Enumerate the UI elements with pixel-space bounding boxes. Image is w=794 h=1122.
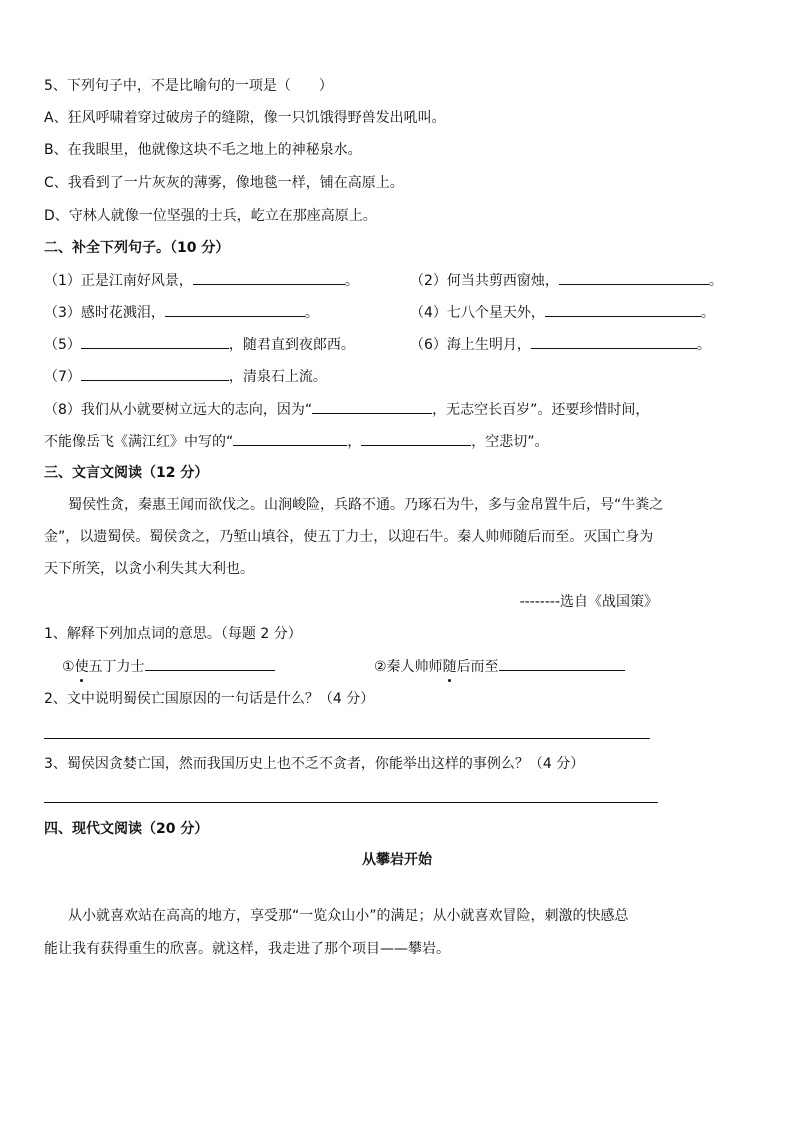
fill-item-1-text: （1）正是江南好风景，	[44, 273, 193, 289]
option-b: B、在我眼里，他就像这块不毛之地上的神秘泉水。	[44, 142, 362, 158]
option-d: D、守林人就像一位坚强的士兵，屹立在那座高原上。	[44, 208, 377, 224]
answer-blank[interactable]	[81, 366, 229, 381]
section-2-title: 二、补全下列句子。（10 分）	[44, 240, 230, 256]
answer-blank[interactable]	[312, 399, 432, 414]
period: 。	[304, 305, 319, 321]
answer-blank[interactable]	[145, 656, 275, 671]
fill-item-8-text-2: 不能像岳飞《满江红》中写的“	[44, 434, 234, 450]
article-paragraph-line-2: 能让我有获得重生的欣喜。就这样，我走进了那个项目——攀岩。	[44, 941, 450, 957]
fill-item-2	[410, 270, 723, 291]
answer-blank[interactable]	[81, 334, 229, 349]
option-c: C、我看到了一片灰灰的薄雾，像地毯一样，铺在高原上。	[44, 175, 404, 191]
classical-passage-line-2: 金”，以遗蜀侯。蜀侯贪之，乃堑山填谷，使五丁力士，以迎石牛。秦人帅师随后而至。灭国亡身为	[44, 529, 654, 545]
circled-number-1: ①	[62, 659, 75, 675]
answer-line[interactable]	[44, 802, 658, 803]
fill-item-2-text: （2）何当共剪西窗烛，	[410, 273, 559, 289]
classical-passage-line-3: 天下所笑，以贪小利失其大利也。	[44, 561, 254, 577]
question-3-1: 1、解释下列加点词的意思。（每题 2 分）	[44, 626, 302, 642]
answer-blank[interactable]	[499, 656, 625, 671]
period: 。	[696, 337, 711, 353]
dotted-word: 使	[74, 659, 89, 675]
answer-blank[interactable]	[531, 334, 697, 349]
fill-item-8-text-cont: ，无志空长百岁”。还要珍惜时间，	[432, 402, 650, 418]
fill-item-3-text: （3）感时花溅泪，	[44, 305, 165, 321]
fill-item-8-text-3: ，空悲切”。	[471, 434, 549, 450]
dotted-word: 随	[442, 659, 457, 675]
question-3-1-b-text-cont: 后而至	[456, 659, 499, 675]
answer-blank[interactable]	[361, 431, 471, 446]
question-5-stem: 5、下列句子中，不是比喻句的一项是（ ）	[44, 78, 333, 94]
article-paragraph-line-1: 从小就喜欢站在高高的地方，享受那“一览众山小”的满足；从小就喜欢冒险，刺激的快感总	[68, 908, 629, 924]
article-title: 从攀岩开始	[362, 852, 432, 868]
fill-item-7	[44, 366, 327, 387]
section-4-title: 四、现代文阅读（20 分）	[44, 821, 209, 837]
fill-item-7-text: ，清泉石上流。	[228, 369, 327, 385]
answer-blank[interactable]	[233, 431, 347, 446]
section-3-title: 三、文言文阅读（12 分）	[44, 465, 209, 481]
question-3-1-a-text: 五丁力士	[88, 659, 145, 675]
passage-source: --------选自《战国策》	[519, 594, 658, 610]
fill-item-3	[44, 302, 319, 323]
fill-item-8-text: （8）我们从小就要树立远大的志向，因为“	[44, 402, 313, 418]
fill-item-8-line-2	[44, 431, 549, 452]
answer-line[interactable]	[44, 738, 650, 739]
answer-blank[interactable]	[559, 270, 709, 285]
fill-item-7-number: （7）	[44, 369, 81, 385]
question-3-1-b	[374, 656, 625, 677]
fill-item-1	[44, 270, 359, 291]
question-3-1-a	[62, 656, 275, 677]
fill-item-8-line-1	[44, 399, 649, 420]
fill-item-5	[44, 334, 355, 355]
option-a: A、狂风呼啸着穿过破房子的缝隙，像一只饥饿得野兽发出吼叫。	[44, 110, 446, 126]
question-3-3: 3、蜀侯因贪婪亡国，然而我国历史上也不乏不贪者，你能举出这样的事例么？（4 分）	[44, 756, 585, 772]
period: 。	[708, 273, 723, 289]
question-3-2: 2、文中说明蜀侯亡国原因的一句话是什么？（4 分）	[44, 691, 375, 707]
answer-blank[interactable]	[165, 302, 305, 317]
answer-blank[interactable]	[193, 270, 345, 285]
fill-item-5-number: （5）	[44, 337, 81, 353]
question-3-1-b-text: ②秦人帅师	[374, 659, 443, 675]
fill-item-4-text: （4）七八个星天外，	[410, 305, 545, 321]
period: 。	[700, 305, 715, 321]
comma: ，	[347, 434, 362, 450]
fill-item-4	[410, 302, 715, 323]
answer-blank[interactable]	[545, 302, 701, 317]
period: 。	[344, 273, 359, 289]
classical-passage-line-1: 蜀侯性贪，秦惠王闻而欲伐之。山涧峻险，兵路不通。乃琢石为牛，多与金帛置牛后，号“牛粪之	[68, 497, 664, 513]
fill-item-6	[410, 334, 711, 355]
fill-item-6-text: （6）海上生明月，	[410, 337, 531, 353]
fill-item-5-text: ，随君直到夜郎西。	[228, 337, 355, 353]
